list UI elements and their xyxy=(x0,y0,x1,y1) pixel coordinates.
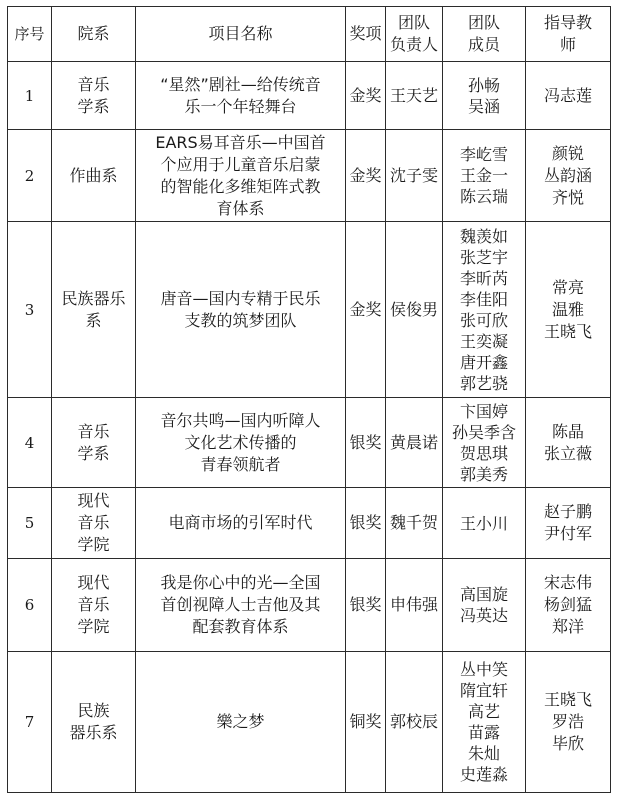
row-department xyxy=(52,559,136,652)
row-index: 3 xyxy=(8,222,52,398)
project-name-line: 乐一个年轻舞台 xyxy=(184,96,297,116)
project-name-line: 的智能化多维矩阵式教 xyxy=(160,176,321,196)
header-advisors xyxy=(526,7,611,62)
header-department: 院系 xyxy=(52,7,136,62)
header-team-leader-line2: 负责人 xyxy=(389,35,438,54)
row-award: 铜奖 xyxy=(346,652,386,793)
advisor-name: 丛韵涵 xyxy=(543,165,592,185)
advisor-name: 王晓飞 xyxy=(543,321,592,341)
department-line: 系 xyxy=(85,310,102,330)
department-line: 现代 xyxy=(77,573,110,592)
advisor-name: 郑洋 xyxy=(551,617,584,636)
project-name-line: 支教的筑梦团队 xyxy=(184,310,297,330)
table-row xyxy=(8,559,611,652)
team-member-name: 孙吴季含 xyxy=(451,422,516,442)
row-department xyxy=(52,222,136,398)
row-advisors xyxy=(526,222,611,398)
department-line: 学系 xyxy=(77,96,110,116)
row-advisors xyxy=(526,559,611,652)
team-member-name: 王小川 xyxy=(459,513,508,533)
row-team-members xyxy=(443,62,526,130)
advisor-name: 常亮 xyxy=(551,277,584,297)
team-member-name: 吴涵 xyxy=(467,96,500,116)
table-row xyxy=(8,130,611,222)
department-line: 现代 xyxy=(77,491,110,510)
row-project-name xyxy=(136,559,346,652)
header-team-leader xyxy=(386,7,443,62)
row-team-members xyxy=(443,559,526,652)
advisor-name: 张立薇 xyxy=(543,443,592,463)
team-member-name: 卞国婷 xyxy=(459,401,508,421)
advisor-name: 齐悦 xyxy=(551,187,584,207)
header-row xyxy=(8,7,611,62)
team-member-name: 王奕凝 xyxy=(459,331,508,351)
department-line: 学院 xyxy=(77,535,110,554)
row-award: 银奖 xyxy=(346,559,386,652)
advisor-name: 王晓飞 xyxy=(543,690,592,709)
row-index: 1 xyxy=(8,62,52,130)
row-department xyxy=(52,130,136,222)
team-member-name: 魏羡如 xyxy=(459,226,508,246)
team-member-name: 李佳阳 xyxy=(459,289,508,309)
row-department xyxy=(52,398,136,488)
row-department xyxy=(52,488,136,559)
advisor-name: 尹付军 xyxy=(543,524,592,543)
team-member-name: 冯英达 xyxy=(459,606,508,625)
row-index: 6 xyxy=(8,559,52,652)
project-name-line: 青春领航者 xyxy=(200,454,281,474)
team-member-name: 高艺 xyxy=(467,702,500,721)
row-team-leader: 沈子雯 xyxy=(386,130,443,222)
team-member-name: 隋宜轩 xyxy=(459,681,508,700)
row-team-leader: 申伟强 xyxy=(386,559,443,652)
row-department xyxy=(52,62,136,130)
row-project-name xyxy=(136,488,346,559)
row-team-members xyxy=(443,222,526,398)
department-line: 民族器乐 xyxy=(61,288,126,308)
team-member-name: 郭艺骁 xyxy=(459,373,508,393)
project-name-line: 樂之梦 xyxy=(216,712,265,731)
team-member-name: 史莲淼 xyxy=(459,765,508,784)
table-row xyxy=(8,488,611,559)
header-advisors-line1: 指导教 xyxy=(543,13,592,32)
team-member-name: 唐开鑫 xyxy=(459,352,508,372)
header-advisors-line2: 师 xyxy=(559,35,576,54)
row-award: 银奖 xyxy=(346,398,386,488)
department-line: 音乐 xyxy=(77,74,110,94)
team-member-name: 丛中笑 xyxy=(459,660,508,679)
awards-table xyxy=(7,6,611,793)
row-team-leader: 黄晨诺 xyxy=(386,398,443,488)
row-index: 2 xyxy=(8,130,52,222)
advisor-name: 赵子鹏 xyxy=(543,502,592,521)
team-member-name: 孙畅 xyxy=(467,75,500,95)
header-project-name: 项目名称 xyxy=(136,7,346,62)
project-name-line: 电商市场的引军时代 xyxy=(168,513,313,532)
department-line: 音乐 xyxy=(77,595,110,614)
row-advisors xyxy=(526,62,611,130)
project-name-line: 音尔共鸣—国内听障人 xyxy=(160,410,321,430)
row-team-members xyxy=(443,652,526,793)
header-team-members-line2: 成员 xyxy=(467,35,500,54)
advisor-name: 陈晶 xyxy=(551,421,584,441)
advisor-name: 宋志伟 xyxy=(543,573,592,592)
department-line: 作曲系 xyxy=(69,165,118,185)
team-member-name: 张可欣 xyxy=(459,310,508,330)
row-project-name xyxy=(136,222,346,398)
project-name-line: 首创视障人士吉他及其 xyxy=(160,595,321,614)
row-index: 4 xyxy=(8,398,52,488)
advisor-name: 颜锐 xyxy=(551,143,584,163)
row-award: 金奖 xyxy=(346,222,386,398)
department-line: 学院 xyxy=(77,617,110,636)
project-name-line: 唐音—国内专精于民乐 xyxy=(160,288,321,308)
table-body xyxy=(8,62,611,793)
row-team-members xyxy=(443,398,526,488)
row-department xyxy=(52,652,136,793)
advisor-name: 冯志莲 xyxy=(543,85,592,105)
row-advisors xyxy=(526,652,611,793)
row-project-name xyxy=(136,652,346,793)
table-row xyxy=(8,398,611,488)
header-award: 奖项 xyxy=(346,7,386,62)
header-team-leader-line1: 团队 xyxy=(397,13,430,32)
team-member-name: 高国旋 xyxy=(459,585,508,604)
row-team-leader: 魏千贺 xyxy=(386,488,443,559)
row-project-name xyxy=(136,62,346,130)
advisor-name: 杨剑猛 xyxy=(543,595,592,614)
team-member-name: 张芝宇 xyxy=(459,247,508,267)
row-team-leader: 侯俊男 xyxy=(386,222,443,398)
team-member-name: 朱灿 xyxy=(467,744,500,763)
row-index: 5 xyxy=(8,488,52,559)
row-index: 7 xyxy=(8,652,52,793)
department-line: 音乐 xyxy=(77,421,110,441)
department-line: 学系 xyxy=(77,443,110,463)
team-member-name: 李屹雪 xyxy=(459,145,508,164)
team-member-name: 郭美秀 xyxy=(459,464,508,484)
header-team-members xyxy=(443,7,526,62)
row-team-leader: 王天艺 xyxy=(386,62,443,130)
row-team-members xyxy=(443,488,526,559)
project-name-line: 文化艺术传播的 xyxy=(184,432,297,452)
row-team-leader: 郭校辰 xyxy=(386,652,443,793)
row-project-name xyxy=(136,130,346,222)
document-page xyxy=(7,6,611,793)
row-team-members xyxy=(443,130,526,222)
table-row xyxy=(8,652,611,793)
project-name-line: 配套教育体系 xyxy=(192,617,289,636)
team-member-name: 李昕芮 xyxy=(459,268,508,288)
department-line: 器乐系 xyxy=(69,723,118,742)
row-award: 金奖 xyxy=(346,130,386,222)
table-row xyxy=(8,62,611,130)
header-index: 序号 xyxy=(8,7,52,62)
row-advisors xyxy=(526,488,611,559)
department-line: 音乐 xyxy=(77,513,110,532)
row-award: 银奖 xyxy=(346,488,386,559)
project-name-line: 我是你心中的光—全国 xyxy=(160,573,321,592)
team-member-name: 苗露 xyxy=(467,723,500,742)
row-project-name xyxy=(136,398,346,488)
team-member-name: 贺思琪 xyxy=(459,443,508,463)
row-advisors xyxy=(526,398,611,488)
row-advisors xyxy=(526,130,611,222)
department-line: 民族 xyxy=(77,701,110,720)
header-team-members-line1: 团队 xyxy=(467,13,500,32)
project-name-line: “星然”剧社—给传统音 xyxy=(160,74,321,94)
team-member-name: 陈云瑞 xyxy=(459,187,508,206)
advisor-name: 罗浩 xyxy=(551,712,584,731)
row-award: 金奖 xyxy=(346,62,386,130)
team-member-name: 王金一 xyxy=(459,166,508,185)
table-row xyxy=(8,222,611,398)
advisor-name: 温雅 xyxy=(551,299,584,319)
project-name-line: 个应用于儿童音乐启蒙 xyxy=(160,154,321,174)
advisor-name: 毕欣 xyxy=(551,734,584,753)
project-name-line: EARS易耳音乐—中国首 xyxy=(155,132,326,152)
project-name-line: 育体系 xyxy=(216,198,265,218)
